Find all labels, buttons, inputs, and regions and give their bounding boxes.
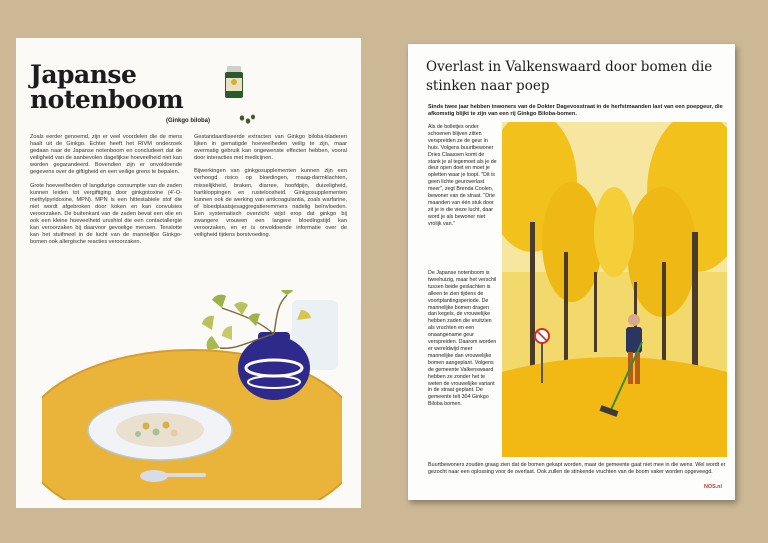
article-headline: Overlast in Valkenswaard door bomen die stinken naar poep [426, 59, 713, 94]
paragraph: Zoals eerder genoemd, zijn er veel voordelen die de mens haalt uit de Ginkgo. Echter heeft het RIVM onderzoek gedaan naar de Japanse notenboom en concludeert dat de veiligheid van de aanbevolen dagelijkse hoeveelheid niet kan worden gegarandeerd. Bovendien zijn er onvoldoende gegevens over de giftigheid en een veilige grens te bepalen. [30, 134, 182, 176]
left-page [16, 38, 361, 508]
article-column-2 [194, 134, 347, 245]
source-label: NOS.nl [704, 484, 722, 490]
ginkgo-nuts-icon [238, 114, 258, 126]
paragraph: Grote hoeveelheden of langdurige consumptie van de zaden kunnen leiden tot vergiftiging door ginkgotoxine (4'-O-methylpyridoxine, MPN). MPN is een hittestabiele stof die niet wordt afgebroken door koken en kan convulsies veroorzaken. De buitenkant van de zaden bevat een olie en ook een kleine hoeveelheid urushiol die een contactallergie kan veroorzaken bij daarvoor gevoelige mensen. Tenslotte kan het stuifmeel in de lucht van de mannelijke Ginkgo-bomen ook allergische reacties veroorzaken. [30, 182, 182, 246]
paragraph: Gestandaardiseerde extracten van Ginkgo biloba-bladeren lijken in gematigde hoeveelheden veilig te zijn, maar overmatig gebruik kan ongewenste effecten hebben, vooral door interacties met medicijnen. [194, 134, 347, 162]
article-paragraph-1: Als de bolletjes onder schoenen blijven zitten verspreiden ze de geur in huis. Volgens buurtbewoner Dries Claassen komt de stank je al tegemoet als je de deur open doet en moet je opletten waar je loopt. "Dit is geen lichte geuroverlast meer", zegt Brenda Coolen, bewoner van de straat. "Drie maanden van één stuk door zit je in die vieze lucht, daar word je als bewoner niet vrolijk van." [428, 124, 497, 227]
page-title [30, 62, 183, 112]
ginkgo-still-life-illustration [42, 290, 342, 500]
right-page [408, 44, 735, 500]
article-footer-paragraph: Buurtbewoners zouden graag zien dat de bomen gekapt worden, maar de gemeente gaat niet mee in die wens. Wel wordt er gezocht naar een oplossing voor de overlast. Ook zullen de stinkende vruchten van de boom vaker worden opgeveegd. [428, 462, 726, 475]
article-column-1 [30, 134, 182, 252]
title-line-2: notenboom [30, 85, 184, 114]
paragraph: Bijwerkingen van ginkgosupplementen kunnen zijn een verhoogd risico op bloedingen, maag-darmklachten, misselijkheid, braken, diarree, hoofdpijn, duizeligheid, hartkloppingen en rusteloosheid. Ginkgosupplementen kunnen ook de werking van anticoagulantia, zoals warfarine, of bloedplaatsjesaggregatieremmers nadelig beïnvloeden. Een systematisch overzicht wijst erop dat ginkgo bij zwangere vrouwen een langere bloedingstijd kan veroorzaken, en er is onvoldoende informatie over de veiligheid tijdens borstvoeding. [194, 168, 347, 239]
ginkgo-avenue-photo [502, 122, 727, 457]
supplement-jar-icon [224, 66, 244, 98]
page-subtitle: (Ginkgo biloba) [166, 118, 210, 124]
article-lead: Sinds twee jaar hebben inwoners van de Dokter Dagevosstraat in de herfstmaanden last van een poepgeur, die afkomstig blijkt te zijn van een rij Ginkgo Biloba-bomen. [428, 104, 723, 117]
title-line-1: Japanse [30, 60, 137, 89]
article-paragraph-2: De Japanse notenboom is tweehuizig, maar het verschil tussen beide geslachten is alleen te zien tijdens de voortplantingsperiode. De mannelijke bomen dragen dan kegels, de vrouwelijke hebben zaden die eruitzien als vruchten en een onaangename geur verspreiden. Daarom worden er wereldwijd meer mannelijke dan vrouwelijke bomen aangeplant. Volgens de gemeente Valkenswaard hebben ze zonder het te weten de vrouwelijke variant in de straat geplant. De gemeente telt 304 Ginkgo Biloba bomen. [428, 270, 497, 408]
